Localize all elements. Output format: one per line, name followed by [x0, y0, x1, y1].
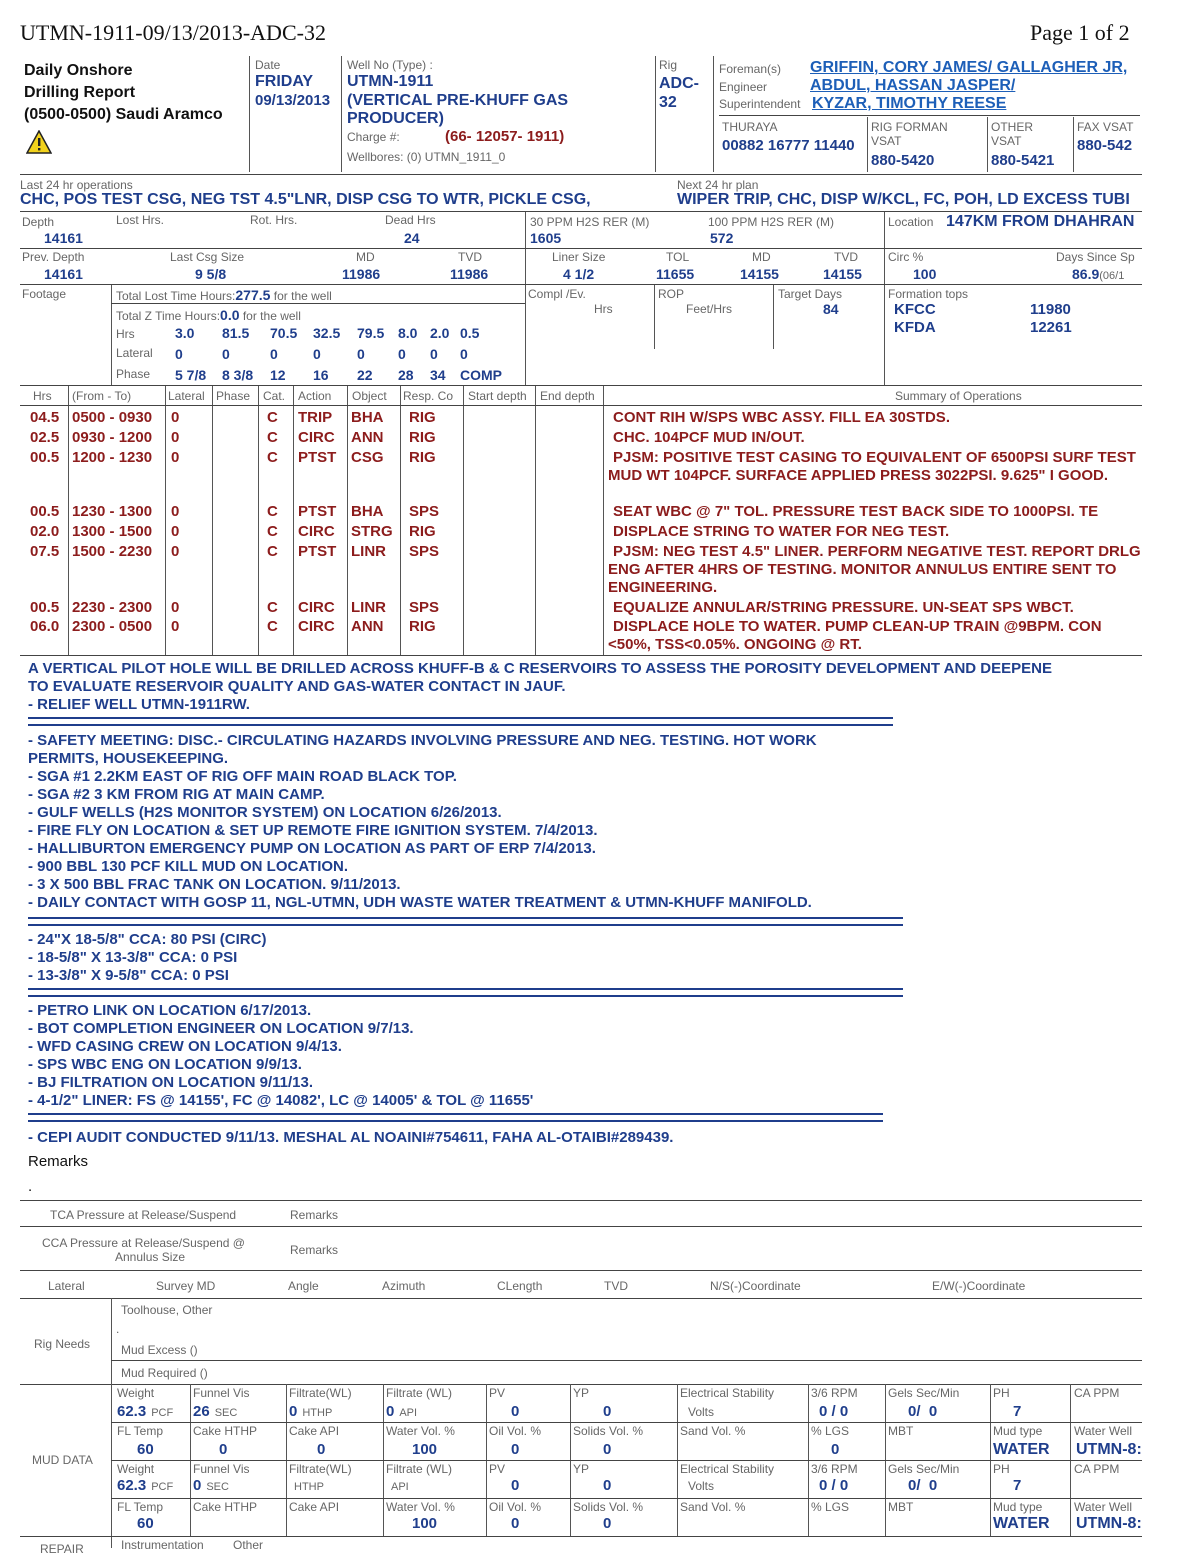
mud-label: FL Temp	[117, 1500, 164, 1514]
mud-label: CA PPM	[1074, 1386, 1120, 1400]
next24-label: Next 24 hr plan	[677, 178, 759, 192]
md-value: 11986	[342, 266, 381, 282]
document-id: UTMN-1911-09/13/2013-ADC-32	[20, 20, 326, 45]
mud-value: Volts	[688, 1405, 715, 1419]
mud-label: Gels Sec/Min	[888, 1462, 960, 1476]
separator	[28, 1113, 883, 1122]
other-value: 880-5421	[991, 152, 1055, 169]
cca-label: CCA Pressure at Release/Suspend @	[42, 1236, 245, 1250]
row-resp: RIG	[409, 449, 436, 466]
md2-value: 14155	[740, 266, 779, 282]
grid-value: 0	[270, 346, 278, 362]
row-summary: PJSM: NEG TEST 4.5" LINER. PERFORM NEGATIVE TEST. REPORT DRLG ENG AFTER 4HRS OF TESTING. MONITOR ANNULUS ENTIRE SENT TO ENGINEERING.	[608, 543, 1141, 596]
mud-data-label: MUD DATA	[32, 1453, 93, 1467]
mud-value: 0	[511, 1477, 520, 1494]
page-number: Page 1 of 2	[1030, 20, 1130, 45]
row-summary: CHC. 104PCF MUD IN/OUT.	[613, 429, 805, 446]
row-action: PTST	[298, 503, 337, 520]
warning-icon	[26, 130, 52, 154]
row-object: STRG	[351, 523, 393, 540]
row-category: C	[267, 543, 278, 560]
mud-label: Cake API	[289, 1500, 340, 1514]
row-summary: CONT RIH W/SPS WBC ASSY. FILL EA 30STDS.	[613, 409, 950, 426]
rop-label: ROP	[658, 287, 685, 301]
mud-label: Solids Vol. %	[573, 1424, 644, 1438]
row-hrs: 07.5	[30, 543, 60, 560]
mud-value: WATER	[993, 1441, 1050, 1458]
row-summary: DISPLACE HOLE TO WATER. PUMP CLEAN-UP TRAIN @9BPM. CON <50%, TSS<0.05%. ONGOING @ RT.	[608, 618, 1102, 653]
footage-label: Footage	[22, 287, 67, 301]
mud-label: Electrical Stability	[680, 1386, 775, 1400]
last24-ops: CHC, POS TEST CSG, NEG TST 4.5"LNR, DISP CSG TO WTR, PICKLE CSG,	[20, 191, 591, 208]
row-object: ANN	[351, 618, 384, 635]
mud-label: Funnel Vis	[193, 1386, 250, 1400]
row-summary: PJSM: POSITIVE TEST CASING TO EQUIVALENT OF 6500PSI SURF TEST MUD WT 104PCF. SURFACE APPLIED PRESS 3022PSI. 9.625" I GOOD.	[608, 449, 1136, 484]
row-hrs: 04.5	[30, 409, 60, 426]
row-lateral: 0	[171, 449, 180, 466]
mud-value: API	[391, 1481, 409, 1493]
row-action: CIRC	[298, 618, 335, 635]
mud-label: Filtrate(WL)	[289, 1386, 352, 1400]
mud-label: Oil Vol. %	[489, 1500, 542, 1514]
grid-value: 34	[430, 367, 446, 383]
column-header: Phase	[216, 389, 251, 403]
mud-label: PH	[993, 1462, 1010, 1476]
row-category: C	[267, 409, 278, 426]
rig-forman-sub: VSAT	[871, 134, 902, 148]
depth-label: Depth	[22, 215, 55, 229]
tca-label: TCA Pressure at Release/Suspend	[50, 1208, 237, 1222]
row-resp: SPS	[409, 503, 440, 520]
mud-label: 3/6 RPM	[811, 1462, 858, 1476]
foreman-link[interactable]: GRIFFIN, CORY JAMES/ GALLAGHER JR,	[810, 59, 1128, 76]
tol-label: TOL	[666, 250, 690, 264]
date-label: Date	[255, 58, 281, 72]
thuraya-value: 00882 16777 11440	[722, 137, 855, 154]
mud-value: 100	[412, 1441, 438, 1458]
days-label: Days Since Sp	[1056, 250, 1135, 264]
mud-label: Weight	[117, 1462, 155, 1476]
mud-label: % LGS	[811, 1500, 850, 1514]
column-header: Start depth	[468, 389, 527, 403]
mud-value: 0/ 0	[908, 1477, 938, 1494]
mud-label: Mud type	[993, 1500, 1043, 1514]
notes-objective: A VERTICAL PILOT HOLE WILL BE DRILLED ACROSS KHUFF-B & C RESERVOIRS TO ASSESS THE POROSITY DEVELOPMENT AND DEEPENE TO EVALUATE RESERVOIR QUALITY AND GAS-WATER CONTACT IN JAUF. - RELIEF WELL UTMN-1911RW.	[28, 660, 1052, 713]
row-from-to: 1500 - 2230	[72, 543, 153, 560]
compl-hrs-label: Hrs	[594, 302, 613, 316]
mud-value: 0	[511, 1441, 520, 1458]
row-lateral: 0	[171, 429, 180, 446]
rig-need-item: Mud Excess ()	[121, 1343, 198, 1357]
lost-hrs-label: Lost Hrs.	[116, 213, 165, 227]
row-from-to: 0500 - 0930	[72, 409, 153, 426]
row-object: CSG	[351, 449, 384, 466]
formation-depth: 11980	[1030, 301, 1071, 318]
survey-column-header: N/S(-)Coordinate	[710, 1279, 801, 1293]
mud-label: Funnel Vis	[193, 1462, 250, 1476]
row-lateral: 0	[171, 503, 180, 520]
tvd-label: TVD	[458, 250, 482, 264]
row-action: TRIP	[298, 409, 333, 426]
mud-label: FL Temp	[117, 1424, 164, 1438]
grid-value: 12	[270, 367, 286, 383]
grid-value: 81.5	[222, 325, 250, 341]
engineer-link[interactable]: ABDUL, HASSAN JASPER/	[810, 77, 1016, 94]
circ-label: Circ %	[888, 250, 924, 264]
rig-need-item: .	[116, 1322, 120, 1336]
row-category: C	[267, 429, 278, 446]
h2s100-label: 100 PPM H2S RER (M)	[708, 215, 835, 229]
other-sub: VSAT	[991, 134, 1022, 148]
compl-label: Compl /Ev.	[528, 287, 586, 301]
formation-depth: 12261	[1030, 319, 1072, 336]
mud-value: 0 / 0	[819, 1403, 849, 1420]
mud-label: CA PPM	[1074, 1462, 1120, 1476]
column-header: Lateral	[168, 389, 205, 403]
grid-value: 0.5	[460, 325, 480, 341]
mud-label: PV	[489, 1386, 506, 1400]
mud-label: Gels Sec/Min	[888, 1386, 960, 1400]
superintendent-label: Superintendent	[719, 97, 801, 111]
survey-column-header: Survey MD	[156, 1279, 216, 1293]
row-object: BHA	[351, 409, 384, 426]
row-action: PTST	[298, 543, 337, 560]
column-header: Summary of Operations	[895, 389, 1022, 403]
grid-value: 3.0	[175, 325, 195, 341]
mud-value: 26 SEC	[193, 1403, 238, 1420]
row-hrs: 02.5	[30, 429, 60, 446]
mud-label: PV	[489, 1462, 506, 1476]
grid-value: 0	[313, 346, 321, 362]
row-summary: EQUALIZE ANNULAR/STRING PRESSURE. UN-SEAT SPS WBCT.	[613, 599, 1074, 616]
md-label: MD	[356, 250, 375, 264]
grid-value: 32.5	[313, 325, 341, 341]
wellbore-label: Wellbores: (0) UTMN_1911_0	[347, 150, 506, 164]
mud-value: HTHP	[294, 1481, 324, 1493]
row-lateral: 0	[171, 523, 180, 540]
grid-value: 0	[222, 346, 230, 362]
mud-value: 100	[412, 1515, 438, 1532]
instrumentation-label: Instrumentation	[121, 1538, 204, 1552]
survey-column-header: Lateral	[48, 1279, 85, 1293]
mud-value: 0 HTHP	[289, 1403, 333, 1420]
formation-name: KFDA	[894, 319, 936, 336]
grid-value: 0	[357, 346, 365, 362]
column-header: (From - To)	[72, 389, 132, 403]
tvd2-value: 14155	[823, 266, 862, 282]
mud-label: Weight	[117, 1386, 155, 1400]
fax-value: 880-542	[1077, 137, 1133, 154]
grid-value: 0	[398, 346, 406, 362]
mud-label: Oil Vol. %	[489, 1424, 542, 1438]
grid-value: 0	[460, 346, 468, 362]
rig-value: ADC- 32	[659, 75, 699, 111]
row-resp: RIG	[409, 409, 436, 426]
lost-time-row: Total Lost Time Hours:277.5 for the well	[116, 287, 332, 303]
tvd2-label: TVD	[834, 250, 858, 264]
charge-value: (66- 12057- 1911)	[445, 128, 565, 145]
mud-value: 0 SEC	[193, 1477, 229, 1494]
tz-row: Total Z Time Hours:0.0 for the well	[116, 307, 301, 323]
mud-label: Filtrate (WL)	[386, 1386, 452, 1400]
grid-value: COMP	[460, 367, 502, 383]
grid-value: 8 3/8	[222, 367, 254, 383]
rig-needs-label: Rig Needs	[34, 1337, 91, 1351]
notes-audit: - CEPI AUDIT CONDUCTED 9/11/13. MESHAL AL NOAINI#754611, FAHA AL-OTAIBI#289439.	[28, 1129, 674, 1146]
row-hrs: 00.5	[30, 449, 60, 466]
mud-label: Filtrate(WL)	[289, 1462, 352, 1476]
grid-value: 22	[357, 367, 373, 383]
other-label: OTHER	[991, 120, 1033, 134]
charge-label: Charge #:	[347, 130, 400, 144]
mud-label: Sand Vol. %	[680, 1424, 746, 1438]
row-from-to: 1300 - 1500	[72, 523, 153, 540]
depth-value: 14161	[44, 230, 83, 246]
phase-row-label: Phase	[116, 367, 151, 381]
thuraya-label: THURAYA	[722, 120, 778, 134]
mud-label: YP	[573, 1386, 590, 1400]
row-object: LINR	[351, 543, 386, 560]
rig-forman-label: RIG FORMAN	[871, 120, 948, 134]
row-lateral: 0	[171, 543, 180, 560]
row-category: C	[267, 449, 278, 466]
survey-column-header: Azimuth	[382, 1279, 426, 1293]
mud-value: 0 / 0	[819, 1477, 849, 1494]
mud-value: 60	[137, 1441, 154, 1458]
location-label: Location	[888, 215, 934, 229]
date-value: 09/13/2013	[255, 92, 331, 109]
foreman-label: Foreman(s)	[719, 62, 782, 76]
mud-label: Cake API	[289, 1424, 340, 1438]
rig-label: Rig	[659, 58, 678, 72]
row-category: C	[267, 618, 278, 635]
mud-label: Electrical Stability	[680, 1462, 775, 1476]
superintendent-link[interactable]: KYZAR, TIMOTHY REESE	[812, 95, 1007, 112]
mud-label: YP	[573, 1462, 590, 1476]
cca-remarks-label: Remarks	[290, 1243, 339, 1257]
separator	[28, 917, 903, 926]
survey-column-header: TVD	[604, 1279, 628, 1293]
row-from-to: 2300 - 0500	[72, 618, 153, 635]
grid-value: 16	[313, 367, 329, 383]
mud-label: 3/6 RPM	[811, 1386, 858, 1400]
mud-value: 7	[1013, 1403, 1022, 1420]
grid-value: 8.0	[398, 325, 418, 341]
prev-depth-label: Prev. Depth	[22, 250, 85, 264]
last-csg-value: 9 5/8	[195, 266, 227, 282]
formation-label: Formation tops	[888, 287, 969, 301]
mud-value: WATER	[993, 1515, 1050, 1532]
row-hrs: 00.5	[30, 599, 60, 616]
tca-remarks-label: Remarks	[290, 1208, 339, 1222]
row-from-to: 2230 - 2300	[72, 599, 153, 616]
mud-label: Cake HTHP	[193, 1500, 258, 1514]
separator	[28, 988, 903, 997]
mud-label: Mud type	[993, 1424, 1043, 1438]
target-days-label: Target Days	[778, 287, 843, 301]
mud-label: Water Well	[1074, 1500, 1133, 1514]
row-resp: RIG	[409, 523, 436, 540]
dead-hrs-label: Dead Hrs	[385, 213, 436, 227]
survey-column-header: Angle	[288, 1279, 319, 1293]
row-category: C	[267, 599, 278, 616]
row-lateral: 0	[171, 409, 180, 426]
target-days-value: 84	[823, 301, 839, 317]
report-title: Daily Onshore Drilling Report (0500-0500) Saudi Aramco	[24, 62, 223, 123]
survey-column-header: CLength	[497, 1279, 543, 1293]
mud-value: 0	[603, 1441, 612, 1458]
last24-label: Last 24 hr operations	[20, 178, 133, 192]
mud-value: 62.3 PCF	[117, 1403, 174, 1420]
hrs-row-label: Hrs	[116, 327, 135, 341]
md2-label: MD	[752, 250, 771, 264]
grid-value: 70.5	[270, 325, 298, 341]
liner-value: 4 1/2	[563, 266, 595, 282]
date-day: FRIDAY	[255, 73, 314, 90]
notes-cca: - 24"X 18-5/8" CCA: 80 PSI (CIRC) - 18-5/8" X 13-3/8" CCA: 0 PSI - 13-3/8" X 9-5/8" CCA: 0 PSI	[28, 931, 267, 984]
row-resp: RIG	[409, 429, 436, 446]
mud-value: 0	[603, 1477, 612, 1494]
row-action: CIRC	[298, 599, 335, 616]
mud-label: % LGS	[811, 1424, 850, 1438]
row-action: PTST	[298, 449, 337, 466]
mud-value: 62.3 PCF	[117, 1477, 174, 1494]
row-resp: SPS	[409, 543, 440, 560]
next24-plan: WIPER TRIP, CHC, DISP W/KCL, FC, POH, LD EXCESS TUBI	[677, 191, 1130, 208]
well-type: (VERTICAL PRE-KHUFF GAS PRODUCER)	[347, 92, 569, 127]
mud-value: 0 API	[386, 1403, 418, 1420]
row-summary: DISPLACE STRING TO WATER FOR NEG TEST.	[613, 523, 950, 540]
row-summary: SEAT WBC @ 7" TOL. PRESSURE TEST BACK SIDE TO 1000PSI. TE	[613, 503, 1099, 520]
mud-value: 0/ 0	[908, 1403, 938, 1420]
notes-personnel: - PETRO LINK ON LOCATION 6/17/2013. - BOT COMPLETION ENGINEER ON LOCATION 9/7/13. - WFD CASING CREW ON LOCATION 9/4/13. - SPS WBC ENG ON LOCATION 9/9/13. - BJ FILTRATION ON LOCATION 9/11/13. - 4-1/2" LINER: FS @ 14155', FC @ 14082', LC @ 14005' & TOL @ 11655'	[28, 1002, 534, 1109]
mud-label: Sand Vol. %	[680, 1500, 746, 1514]
rig-forman-value: 880-5420	[871, 152, 935, 169]
h2s30-label: 30 PPM H2S RER (M)	[530, 215, 650, 229]
row-category: C	[267, 523, 278, 540]
rot-hrs-label: Rot. Hrs.	[250, 213, 298, 227]
column-header: End depth	[540, 389, 595, 403]
mud-value: 0	[831, 1441, 840, 1458]
row-hrs: 02.0	[30, 523, 60, 540]
row-lateral: 0	[171, 618, 180, 635]
mud-label: Cake HTHP	[193, 1424, 258, 1438]
liner-label: Liner Size	[552, 250, 606, 264]
row-resp: SPS	[409, 599, 440, 616]
remarks-label: Remarks	[28, 1153, 89, 1170]
mud-value: 7	[1013, 1477, 1022, 1494]
rig-need-item: Toolhouse, Other	[121, 1303, 213, 1317]
mud-value: 0	[511, 1403, 520, 1420]
separator	[28, 717, 893, 726]
row-from-to: 1200 - 1230	[72, 449, 153, 466]
grid-value: 0	[175, 346, 183, 362]
mud-value: Volts	[688, 1479, 715, 1493]
mud-value: 0	[603, 1403, 612, 1420]
row-hrs: 06.0	[30, 618, 60, 635]
circ-value: 100	[913, 266, 937, 282]
row-resp: RIG	[409, 618, 436, 635]
lateral-row-label: Lateral	[116, 346, 153, 360]
mud-label: Water Vol. %	[386, 1424, 455, 1438]
column-header: Object	[352, 389, 387, 403]
mud-value: 60	[137, 1515, 154, 1532]
grid-value: 5 7/8	[175, 367, 207, 383]
mud-label: MBT	[888, 1500, 914, 1514]
feet-hrs-label: Feet/Hrs	[686, 302, 733, 316]
row-action: CIRC	[298, 429, 335, 446]
tol-value: 11655	[656, 266, 695, 282]
mud-label: MBT	[888, 1424, 914, 1438]
rig-need-item: Mud Required ()	[121, 1366, 208, 1380]
grid-value: 0	[430, 346, 438, 362]
mud-value: 0	[511, 1515, 520, 1532]
other-repair-label: Other	[233, 1538, 264, 1552]
h2s100-value: 572	[710, 230, 734, 246]
mud-label: Water Vol. %	[386, 1500, 455, 1514]
dead-hrs-value: 24	[404, 230, 420, 246]
row-category: C	[267, 503, 278, 520]
annulus-label: Annulus Size	[115, 1250, 186, 1264]
location-value: 147KM FROM DHAHRAN	[946, 213, 1135, 230]
row-lateral: 0	[171, 599, 180, 616]
row-object: LINR	[351, 599, 386, 616]
mud-value: UTMN-8:	[1076, 1441, 1142, 1458]
repair-label: REPAIR	[40, 1542, 84, 1556]
grid-value: 2.0	[430, 325, 450, 341]
mud-label: PH	[993, 1386, 1010, 1400]
mud-label: Solids Vol. %	[573, 1500, 644, 1514]
days-value: 86.9(06/1	[1072, 266, 1125, 282]
column-header: Hrs	[33, 389, 52, 403]
fax-label: FAX VSAT	[1077, 120, 1134, 134]
row-from-to: 0930 - 1200	[72, 429, 153, 446]
h2s30-value: 1605	[530, 230, 562, 246]
tvd-value: 11986	[450, 266, 489, 282]
mud-value: UTMN-8:	[1076, 1515, 1142, 1532]
mud-value: 0	[603, 1515, 612, 1532]
row-hrs: 00.5	[30, 503, 60, 520]
row-action: CIRC	[298, 523, 335, 540]
grid-value: 28	[398, 367, 414, 383]
column-header: Resp. Co	[403, 389, 454, 403]
well-name: UTMN-1911	[347, 73, 434, 90]
last-csg-label: Last Csg Size	[170, 250, 245, 264]
mud-label: Water Well	[1074, 1424, 1133, 1438]
column-header: Cat.	[263, 389, 286, 403]
mud-value: 0	[317, 1441, 326, 1458]
formation-name: KFCC	[894, 301, 936, 318]
survey-column-header: E/W(-)Coordinate	[932, 1279, 1026, 1293]
row-from-to: 1230 - 1300	[72, 503, 153, 520]
column-header: Action	[298, 389, 332, 403]
prev-depth-value: 14161	[44, 266, 83, 282]
row-object: BHA	[351, 503, 384, 520]
notes-safety: - SAFETY MEETING: DISC.- CIRCULATING HAZARDS INVOLVING PRESSURE AND NEG. TESTING. HOT WORK PERMITS, HOUSEKEEPING. - SGA #1 2.2KM EAST OF RIG OFF MAIN ROAD BLACK TOP. - SGA #2 3 KM FROM RIG AT MAIN CAMP. - GULF WELLS (H2S MONITOR SYSTEM) ON LOCATION 6/26/2013. - FIRE FLY ON LOCATION & SET UP REMOTE FIRE IGNITION SYSTEM. 7/4/2013. - HALLIBURTON EMERGENCY PUMP ON LOCATION AS PART OF ERP 7/4/2013. - 900 BBL 130 PCF KILL MUD ON LOCATION. - 3 X 500 BBL FRAC TANK ON LOCATION. 9/11/2013. - DAILY CONTACT WITH GOSP 11, NGL-UTMN, UDH WASTE WATER TREATMENT & UTMN-KHUFF MANIFOLD.	[28, 732, 817, 911]
mud-label: Filtrate (WL)	[386, 1462, 452, 1476]
grid-value: 79.5	[357, 325, 385, 341]
row-object: ANN	[351, 429, 384, 446]
remarks-dot: .	[28, 1178, 33, 1195]
well-label: Well No (Type) :	[347, 58, 433, 72]
engineer-label: Engineer	[719, 80, 768, 94]
mud-value: 0	[219, 1441, 228, 1458]
